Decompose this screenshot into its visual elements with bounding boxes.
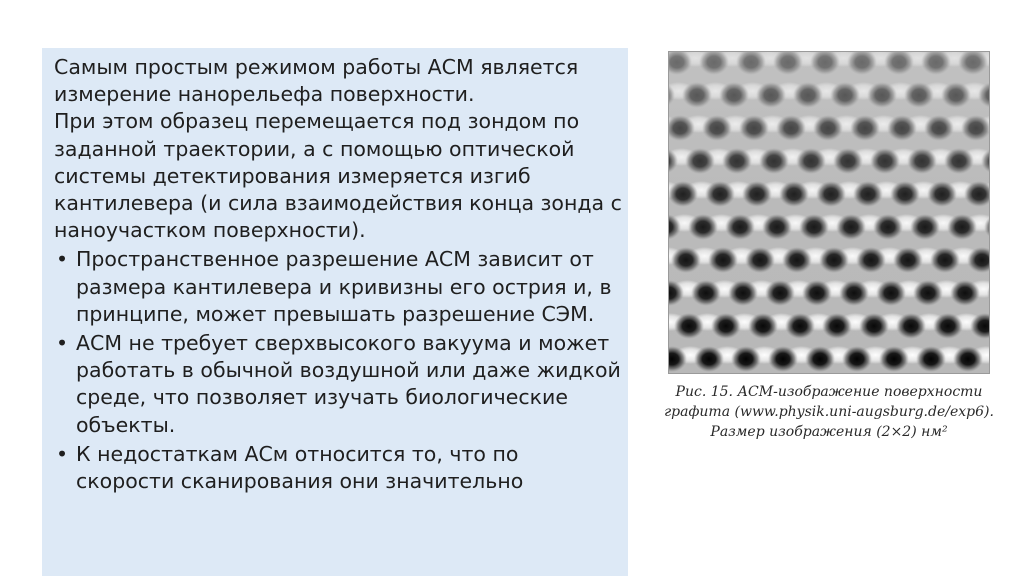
afm-graphite-image: [668, 51, 990, 374]
bullet-dot: •: [56, 331, 69, 356]
caption-line: Рис. 15. АСМ-изображение поверхности: [675, 384, 983, 400]
bullet-text: АСМ не требует сверхвысокого вакуума и может работать в обычной воздушной или даже жидкой среде, что позволяет изучать биологические объекты.: [76, 331, 621, 437]
bullet-item: [54, 246, 622, 328]
caption-line: графита (www.physik.uni-augsburg.de/exp6).: [664, 404, 994, 420]
bullet-dot: •: [56, 441, 69, 466]
caption-line: Размер изображения (2×2) нм²: [710, 424, 948, 440]
afm-lattice-pattern: [669, 52, 989, 373]
paragraph-1: Самым простым режимом работы АСМ является измерение нанорельефа поверхности.: [54, 55, 579, 107]
bullet-text: Пространственное разрешение АСМ зависит от размера кантилевера и кривизны его острия и, в принципе, может превышать разрешение СЭМ.: [76, 247, 612, 326]
bullet-text: К недостаткам АСм относится то, что по скорости сканирования они значительно: [76, 441, 524, 494]
figure-caption: [648, 382, 1010, 442]
bullet-item: [54, 441, 622, 495]
bullet-item: [54, 330, 622, 439]
bullet-dot: •: [56, 247, 69, 272]
bullet-list: [54, 246, 622, 495]
text-panel: [42, 48, 628, 576]
paragraph-2: При этом образец перемещается под зондом по заданной траектории, а с помощью оптической системы детектирования измеряется изгиб кантилевера (и сила взаимодействия конца зонда с наноучастком поверхности).: [54, 109, 622, 243]
